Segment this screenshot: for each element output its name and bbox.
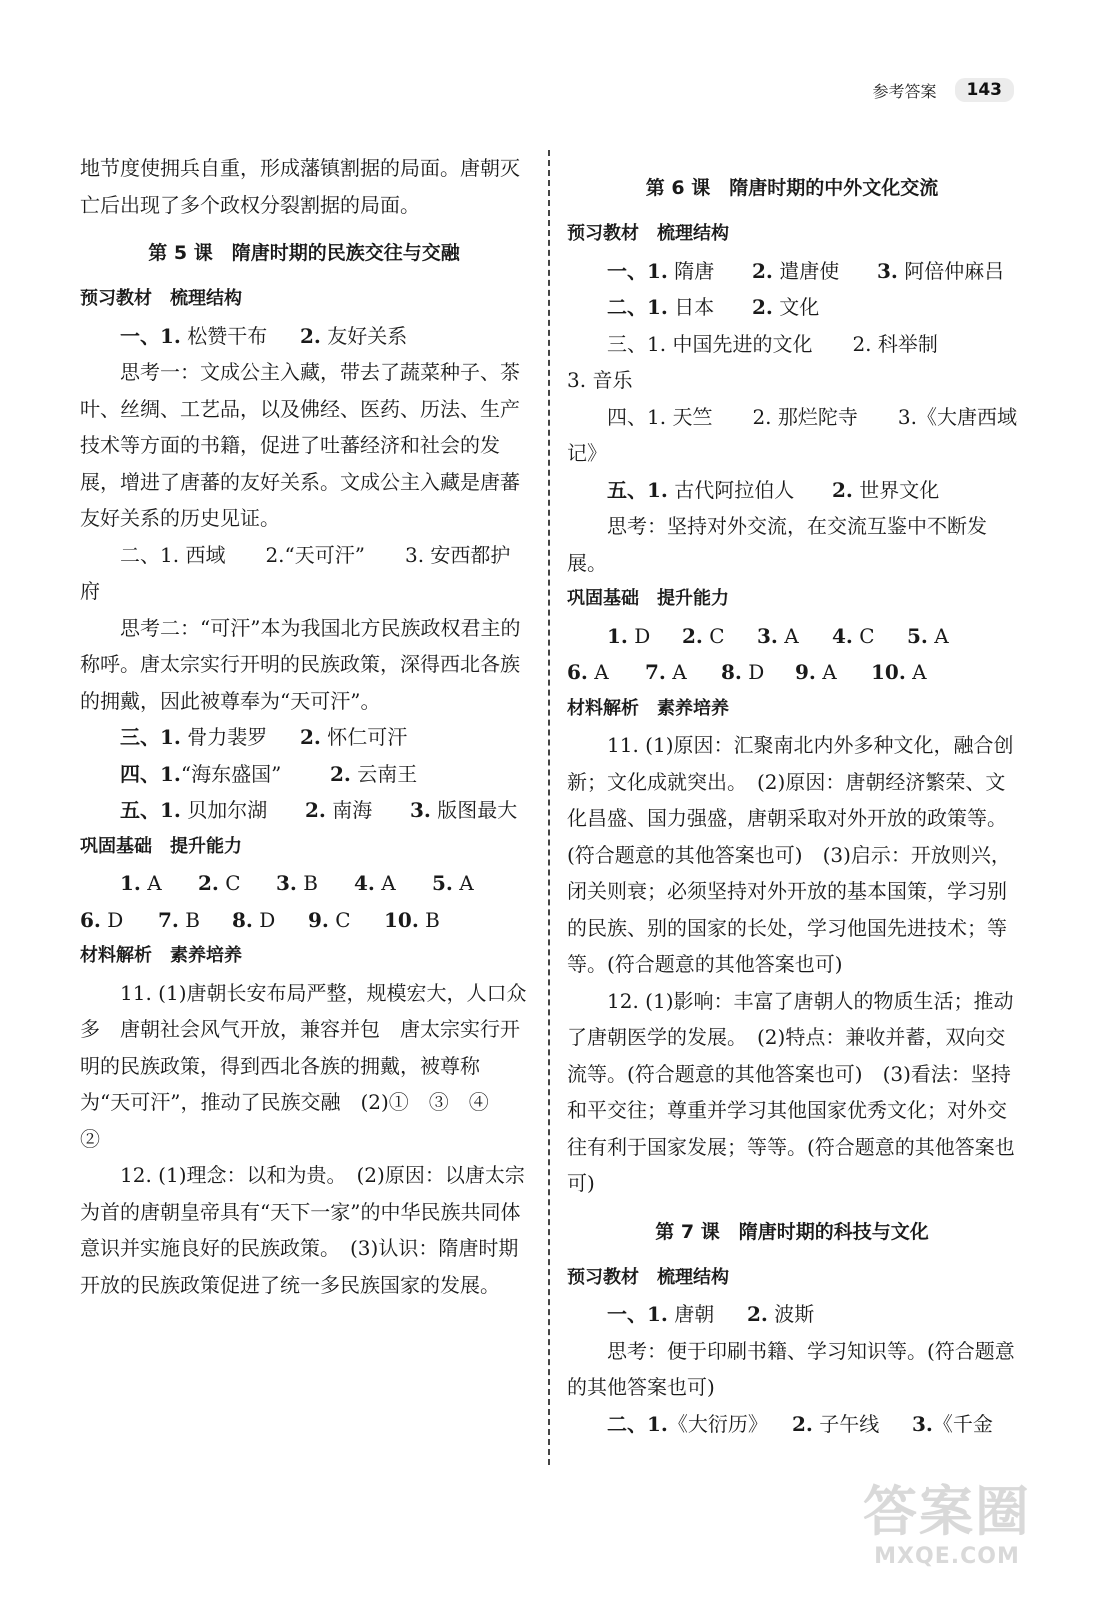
lesson7-title: 第 7 课 隋唐时期的科技与文化 — [655, 1220, 929, 1243]
answer-line-4: 四、1.“海东盛国” 2. 云南王 — [120, 761, 418, 786]
left-column — [80, 150, 528, 1303]
question-11: 11. (1)唐朝长安布局严整，规模宏大，人口众多 唐朝社会风气开放，兼容并包 唐太宗实行开明的民族政策，得到西北各族的拥戴，被尊称为“天可汗”，推动了民族交融 (2)① ③ ④ ② — [80, 980, 527, 1151]
page-number: 143 — [955, 78, 1015, 102]
choice-answers-2: 6. D 7. B 8. D 9. C 10. B — [80, 907, 440, 932]
watermark-logo — [852, 1480, 1042, 1590]
answer-line-2: 二、1. 日本 2. 文化 — [607, 295, 820, 319]
watermark-url: MXQE.COM — [874, 1544, 1020, 1569]
watermark-text: 答案圈 — [863, 1480, 1031, 1543]
section-preview-7: 预习教材 梳理结构 — [567, 1266, 729, 1288]
question-12: 12. (1)理念：以和为贵。 (2)原因：以唐太宗为首的唐朝皇帝具有“天下一家”的中华民族共同体意识并实施良好的民族政策。 (3)认识：隋唐时期开放的民族政策促进了统一多民族国家的发展。 — [80, 1163, 525, 1297]
intro-text: 地节度使拥兵自重，形成藩镇割据的局面。唐朝灭亡后出现了多个政权分裂割据的局面。 — [80, 156, 520, 217]
section-basic: 巩固基础 提升能力 — [567, 588, 729, 609]
answer-line-1: 一、1. 松赞干布 2. 友好关系 — [120, 323, 408, 348]
section-preview: 预习教材 梳理结构 — [80, 288, 242, 309]
think-one: 思考一：文成公主入藏，带去了蔬菜种子、茶叶、丝绸、工艺品，以及佛经、医药、历法、生产技术等方面的书籍，促进了吐蕃经济和社会的发展，增进了唐蕃的友好关系。文成公主入藏是唐蕃友好关系的历史见证。 — [80, 360, 520, 530]
answer-line-3b: 3. 音乐 — [567, 368, 633, 392]
think-7: 思考：便于印刷书籍、学习知识等。(符合题意的其他答案也可) — [567, 1338, 1015, 1399]
answer-line-5: 五、1. 古代阿拉伯人 2. 世界文化 — [607, 477, 940, 502]
question-11: 11. (1)原因：汇聚南北内外多种文化，融合创新；文化成就突出。 (2)原因：唐朝经济繁荣、文化昌盛、国力强盛，唐朝采取对外开放的政策等。(符合题意的其他答案也可) (3)启示：开放则兴，闭关则衰；必须坚持对外开放的基本国策，学习别的民族、别的国家的长处，学习他国先进技术；等等。(符合题意的其他答案也可) — [567, 733, 1014, 976]
column-divider — [548, 150, 550, 1465]
choice-answers-2: 6. A 7. A 8. D 9. A 10. A — [567, 660, 927, 684]
section-preview: 预习教材 梳理结构 — [567, 223, 729, 244]
answer-line-2: 二、1. 西域 2.“天可汗” 3. 安西都护府 — [80, 542, 511, 603]
choice-answers-1: 1. A 2. C 3. B 4. A 5. A — [120, 871, 474, 895]
answer-line-5: 五、1. 贝加尔湖 2. 南海 3. 版图最大 — [120, 798, 518, 822]
answer-line-1: 一、1. 隋唐 2. 遣唐使 3. 阿倍仲麻吕 — [607, 258, 1005, 283]
answer-line-3: 三、1. 骨力裴罗 2. 怀仁可汗 — [120, 725, 408, 749]
answer-line-7-2: 二、1.《大衍历》 2. 子午线 3.《千金 — [607, 1411, 993, 1436]
section-material: 材料解析 素养培养 — [567, 697, 729, 719]
choice-answers-1: 1. D 2. C 3. A 4. C 5. A — [607, 623, 949, 648]
header-label: 参考答案 — [872, 81, 937, 101]
lesson5-title: 第 5 课 隋唐时期的民族交往与交融 — [148, 242, 460, 264]
answer-line-4: 四、1. 天竺 2. 那烂陀寺 3.《大唐西域记》 — [567, 404, 1017, 465]
question-12: 12. (1)影响：丰富了唐朝人的物质生活；推动了唐朝医学的发展。 (2)特点：兼收并蓄，双向交流等。(符合题意的其他答案也可) (3)看法：坚持和平交往；尊重并学习其他国家优秀文化；对外交往有利于国家发展；等等。(符合题意的其他答案也可) — [567, 988, 1015, 1195]
think-text: 思考：坚持对外交流，在交流互鉴中不断发展。 — [567, 514, 987, 575]
lesson6-title: 第 6 课 隋唐时期的中外文化交流 — [645, 177, 939, 199]
page-header — [872, 78, 1014, 102]
right-column — [567, 168, 1017, 1442]
section-material: 材料解析 素养培养 — [80, 945, 242, 966]
think-two: 思考二：“可汗”本为我国北方民族政权君主的称呼。唐太宗实行开明的民族政策，深得西北各族的拥戴，因此被尊奉为“天可汗”。 — [80, 615, 521, 713]
section-basic: 巩固基础 提升能力 — [80, 835, 242, 857]
answer-line-3: 三、1. 中国先进的文化 2. 科举制 — [607, 331, 938, 356]
answer-line-7-1: 一、1. 唐朝 2. 波斯 — [607, 1302, 815, 1326]
